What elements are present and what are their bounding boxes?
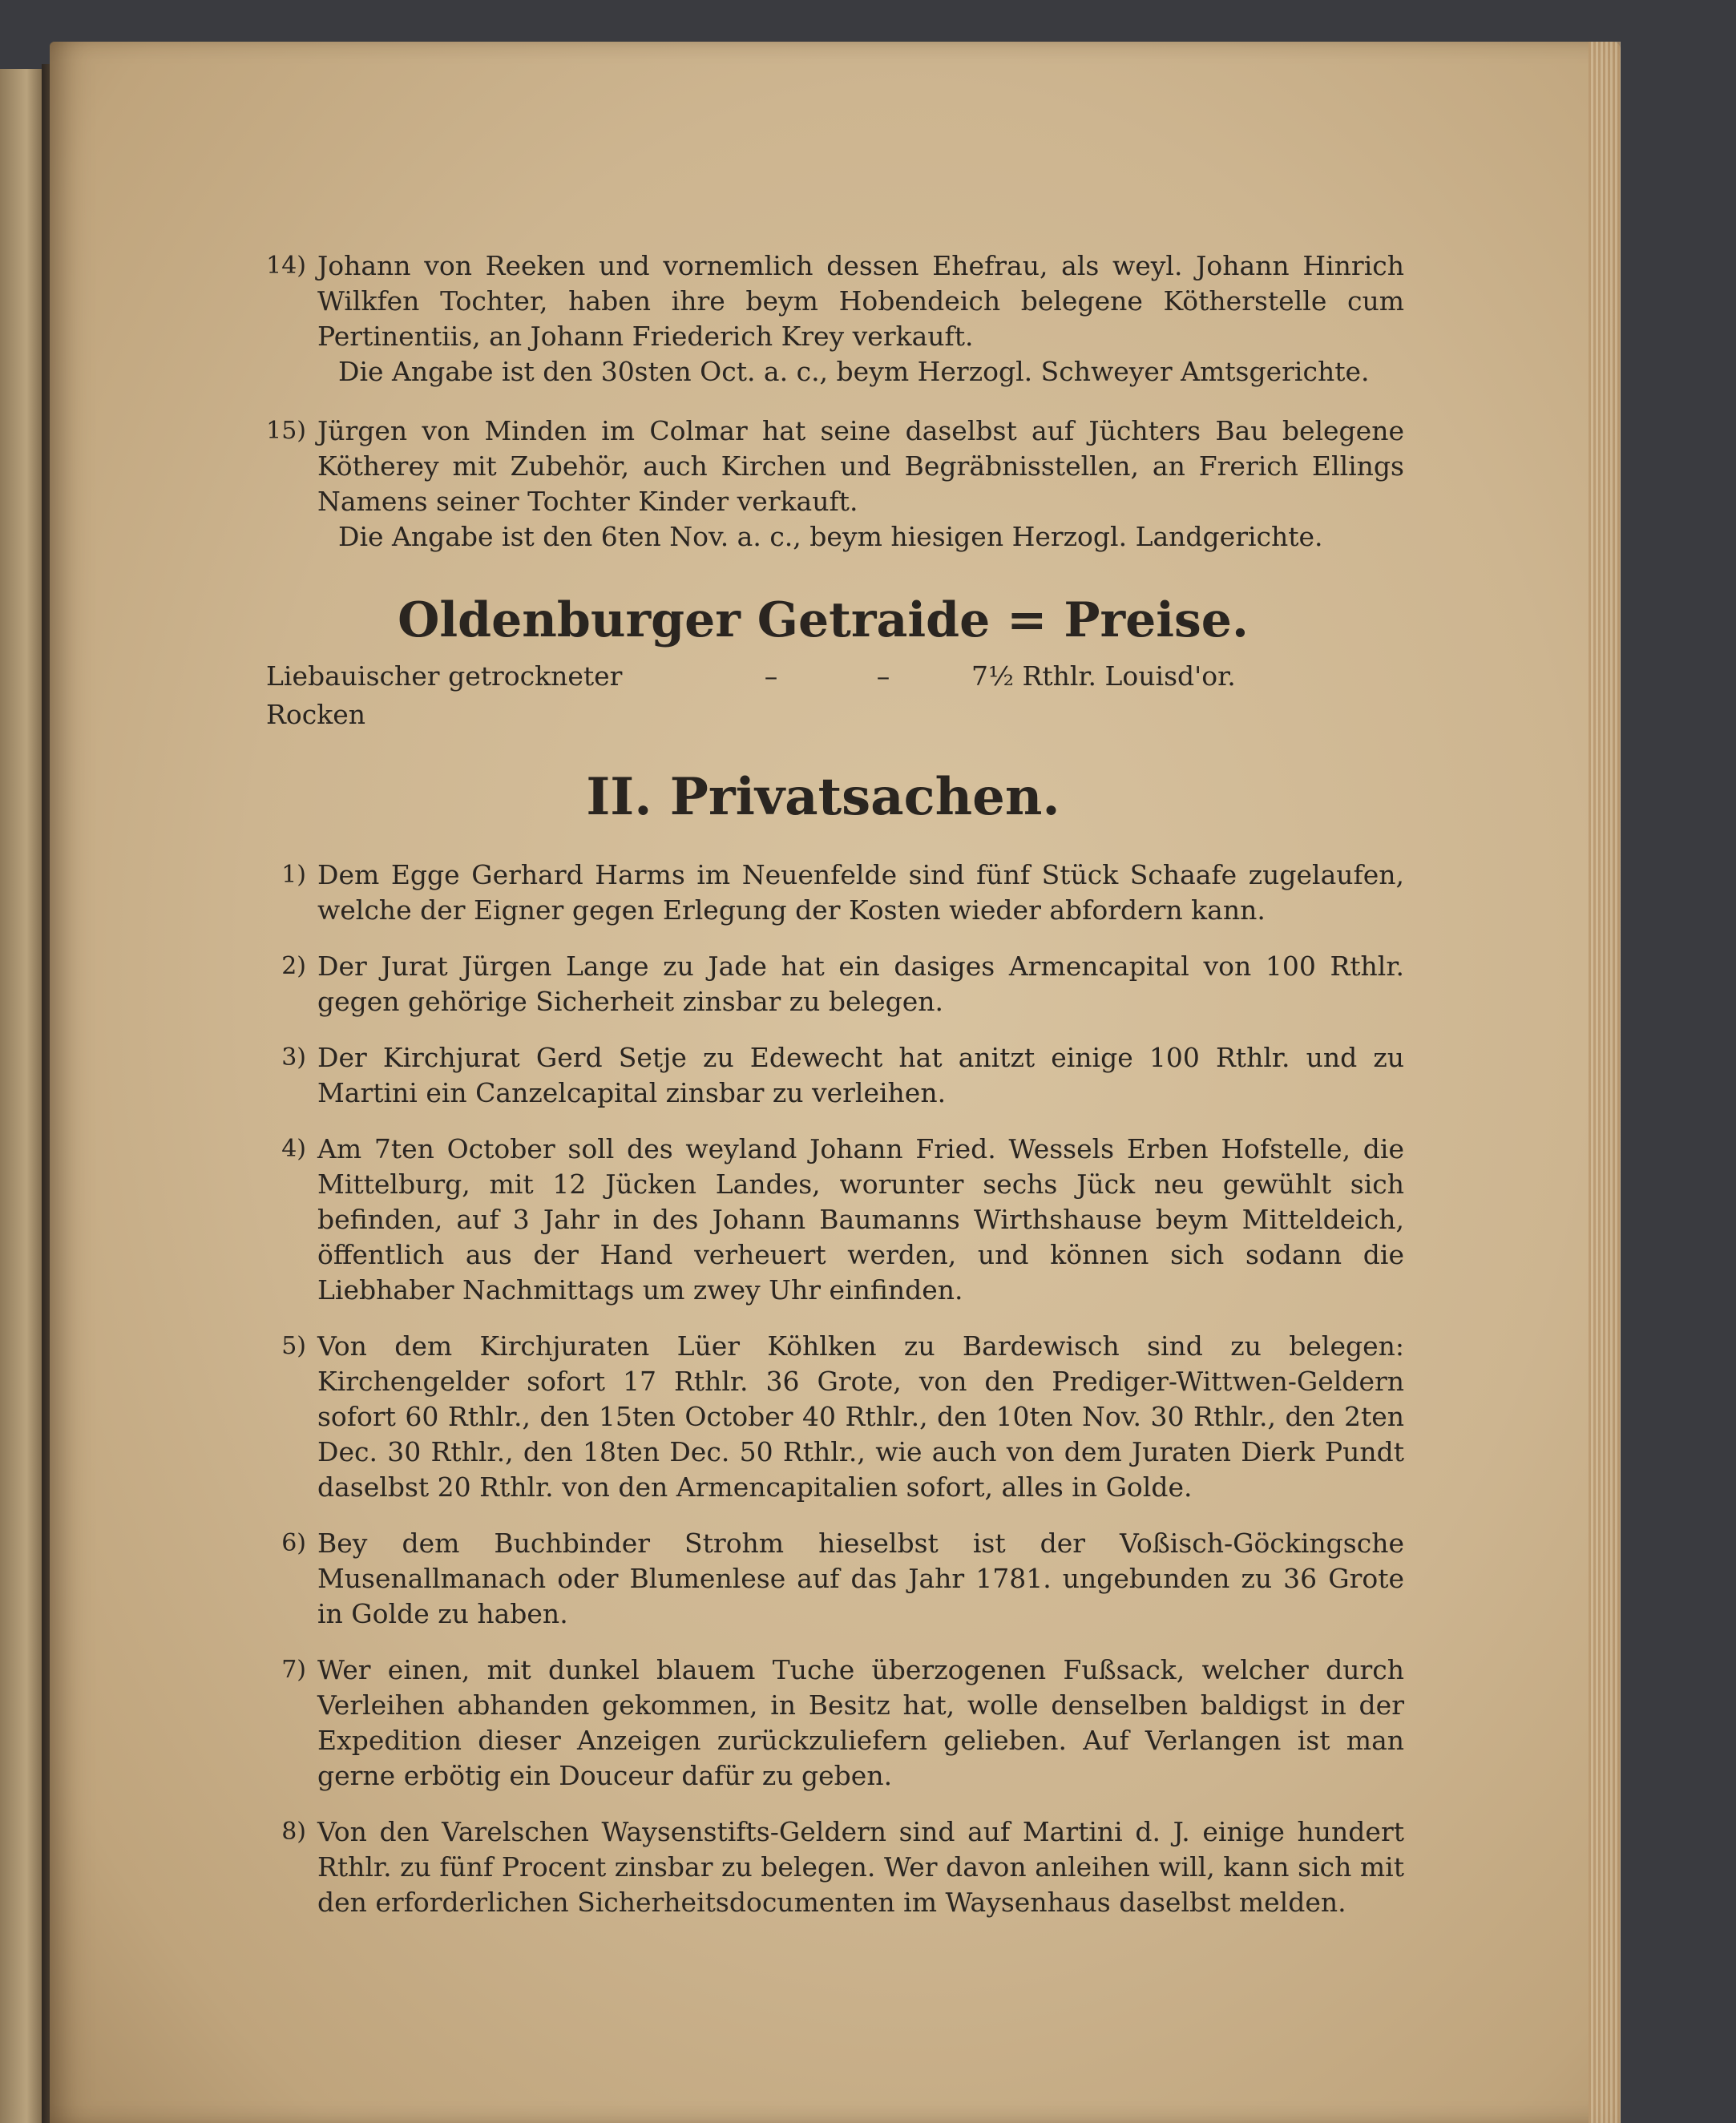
entry-text: Wer einen, mit dunkel blauem Tuche überzogenen Fußsack, welcher durch Verleihen abhanden gekommen, in Besitz hat, wolle denselben baldigst in der Expedition dieser Anzeigen zurückzuliefern gelieben. Auf Verlangen ist man gerne erbötig ein Douceur dafür zu geben. (317, 1654, 1404, 1791)
price-dash: – (876, 660, 890, 692)
sale-notice-14 (242, 248, 1404, 354)
private-notice-4 (242, 1132, 1404, 1308)
section-heading: Oldenburger Getraide = Preise. (398, 592, 1249, 648)
page-edge (1589, 42, 1621, 2123)
entry-text: Bey dem Buchbinder Strohm hieselbst ist der Voßisch-Göckingsche Musenallmanach oder Blumenlese auf das Jahr 1781. ungebunden zu 36 Grote in Golde zu haben. (317, 1528, 1404, 1629)
entry-text: Von den Varelschen Waysenstifts-Geldern sind auf Martini d. J. einige hundert Rthlr. zu fünf Procent zinsbar zu belegen. Wer davon anleihen will, kann sich mit den erforderlichen Sicherheitsdocumenten im Waysenhaus daselbst melden. (317, 1816, 1404, 1918)
entry-number: 2) (281, 952, 306, 980)
document-page (50, 42, 1621, 2123)
entry-text: Johann von Reeken und vornemlich dessen Ehefrau, als weyl. Johann Hinrich Wilkfen Tochter, haben ihre beym Hobendeich belegene Kötherstelle cum Pertinentiis, an Johann Friederich Krey verkauft. (317, 250, 1404, 352)
page-content (242, 248, 1404, 1920)
private-notice-5 (242, 1329, 1404, 1505)
entry-text: Am 7ten October soll des weyland Johann Fried. Wessels Erben Hofstelle, die Mittelburg, mit 12 Jücken Landes, worunter sechs Jück neu gewühlt sich befinden, auf 3 Jahr in des Johann Baumanns Wirthshause beym Mitteldeich, öffentlich aus der Hand verheuert werden, und können sich sodann die Liebhaber Nachmittags um zwey Uhr einfinden. (317, 1133, 1404, 1306)
part-heading: II. Privatsachen. (586, 767, 1060, 827)
private-notice-3 (242, 1040, 1404, 1111)
price-dash: – (764, 660, 778, 692)
price-value: 7½ Rthlr. Louisd'or. (971, 660, 1236, 692)
private-notice-2 (242, 949, 1404, 1019)
entry-text: Von dem Kirchjuraten Lüer Köhlken zu Bardewisch sind zu belegen: Kirchengelder sofort 17 Rthlr. 36 Grote, von den Prediger-Wittwen-Geldern sofort 60 Rthlr., den 15ten October 40 Rthlr., den 10ten Nov. 30 Rthlr., den 2ten Dec. 30 Rthlr., den 18ten Dec. 50 Rthlr., wie auch von dem Juraten Dierk Pundt daselbst 20 Rthlr. von den Armencapitalien sofort, alles in Golde. (317, 1330, 1404, 1503)
private-notice-7 (242, 1653, 1404, 1794)
entry-text: Der Jurat Jürgen Lange zu Jade hat ein dasiges Armencapital von 100 Rthlr. gegen gehörige Sicherheit zinsbar zu belegen. (317, 951, 1404, 1017)
entry-number: 3) (281, 1043, 306, 1072)
entry-text: Der Kirchjurat Gerd Setje zu Edewecht hat anitzt einige 100 Rthlr. und zu Martini ein Canzelcapital zinsbar zu verleihen. (317, 1042, 1404, 1108)
entry-number: 15) (266, 417, 306, 445)
entry-number: 14) (266, 252, 306, 280)
price-item: Liebauischer getrockneter Rocken (266, 660, 623, 730)
entry-number: 6) (281, 1529, 306, 1557)
entry-number: 8) (281, 1818, 306, 1846)
entry-text: Dem Egge Gerhard Harms im Neuenfelde sind fünf Stück Schaafe zugelaufen, welche der Eigner gegen Erlegung der Kosten wieder abfordern kann. (317, 859, 1404, 926)
private-notice-8 (242, 1814, 1404, 1920)
price-row (242, 657, 1404, 734)
entry-note: Die Angabe ist den 6ten Nov. a. c., beym hiesigen Herzogl. Landgerichte. (338, 521, 1323, 552)
entry-note: Die Angabe ist den 30sten Oct. a. c., beym Herzogl. Schweyer Amtsgerichte. (338, 356, 1370, 387)
sale-notice-15 (242, 414, 1404, 519)
previous-page-edge (0, 69, 48, 2123)
private-notice-6 (242, 1526, 1404, 1632)
entry-text: Jürgen von Minden im Colmar hat seine daselbst auf Jüchters Bau belegene Kötherey mit Zubehör, auch Kirchen und Begräbnisstellen, an Frerich Ellings Namens seiner Tochter Kinder verkauft. (317, 415, 1404, 517)
entry-number: 5) (281, 1332, 306, 1360)
entry-number: 7) (281, 1656, 306, 1684)
private-notice-1 (242, 858, 1404, 928)
entry-number: 1) (281, 861, 306, 889)
entry-number: 4) (281, 1135, 306, 1163)
